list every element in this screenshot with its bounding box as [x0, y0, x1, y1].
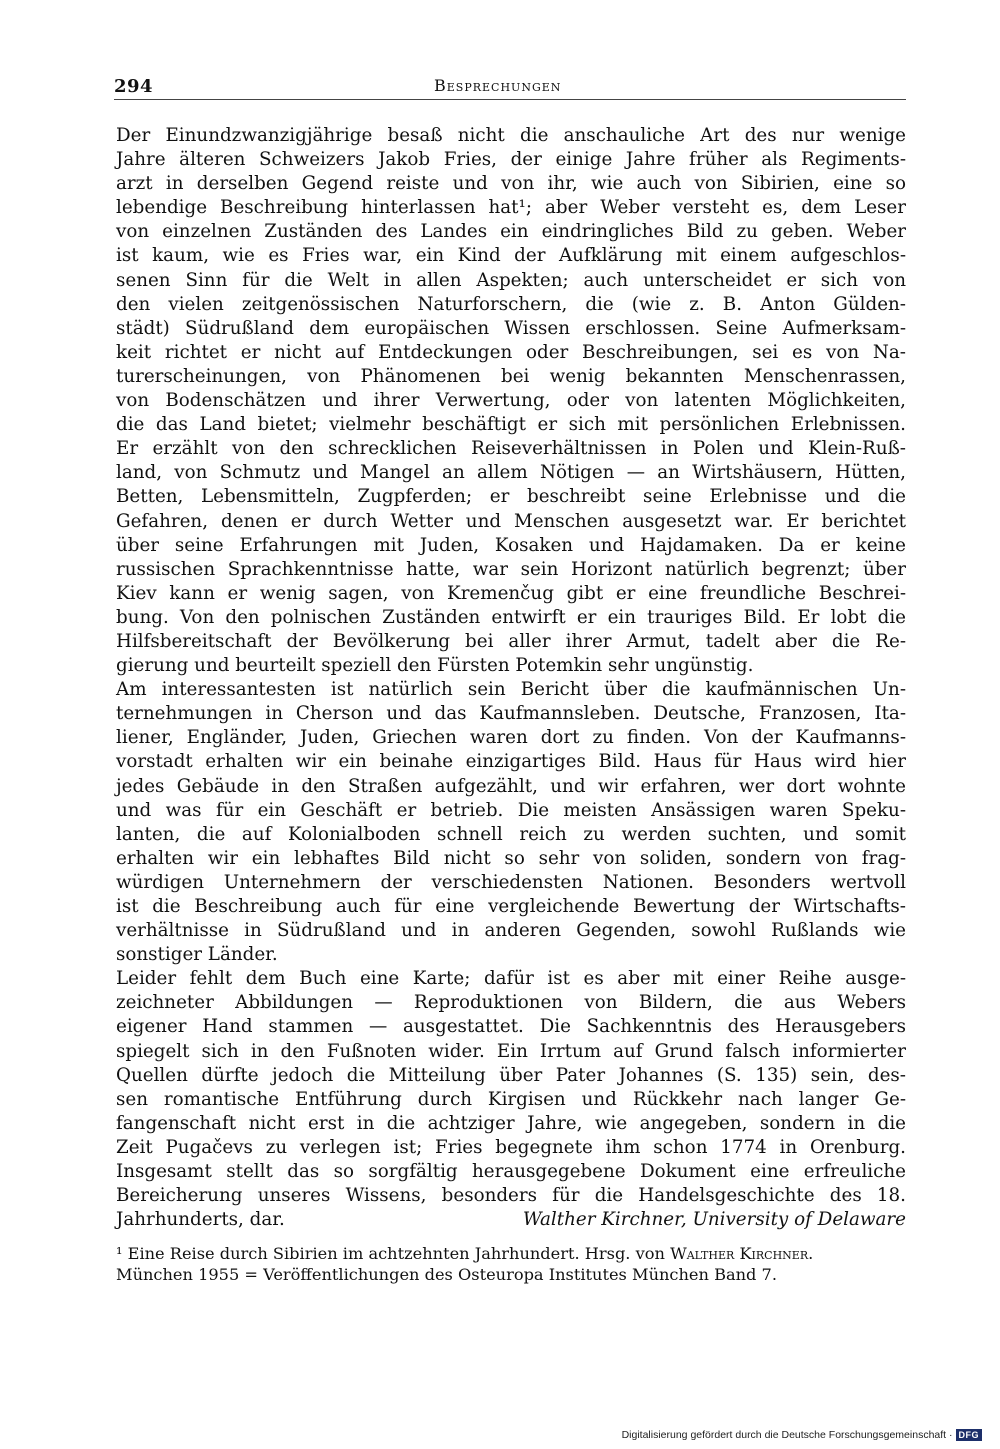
text-line: Zeit Pugačevs zu verlegen ist; Fries begegnete ihm schon 1774 in Orenburg. — [116, 1136, 906, 1158]
text-line: Quellen dürfte jedoch die Mitteilung über Pater Johannes (S. 135) sein, des- — [116, 1064, 906, 1086]
text-line: erhalten wir ein lebhaftes Bild nicht so sehr von soliden, sondern von frag- — [116, 847, 906, 869]
text-line: eigener Hand stammen — ausgestattet. Die Sachkenntnis des Herausgebers — [116, 1016, 906, 1038]
digitization-text: Digitalisierung gefördert durch die Deutsche Forschungsgemeinschaft · — [621, 1429, 953, 1441]
text-line: Der Einundzwanzigjährige besaß nicht die anschauliche Art des nur wenige — [116, 125, 906, 146]
page-number: 294 — [114, 76, 154, 97]
text-line: lebendige Beschreibung hinterlassen hat¹; aber Weber versteht es, dem Leser — [116, 197, 906, 219]
page-header — [114, 68, 906, 98]
dfg-logo-icon: DFG — [956, 1429, 983, 1441]
footnote-line — [116, 1243, 906, 1264]
text-line: über seine Erfahrungen mit Juden, Kosaken und Hajdamaken. Da er keine — [116, 534, 906, 556]
text-line: Jahre älteren Schweizers Jakob Fries, der einige Jahre früher als Regiments- — [116, 149, 906, 171]
text-line: arzt in derselben Gegend reiste und von ihr, wie auch von Sibirien, eine so — [116, 173, 906, 195]
review-body — [116, 124, 906, 1232]
footnote-text: ¹ Eine Reise durch Sibirien im achtzehnten Jahrhundert. Hrsg. von — [116, 1244, 671, 1263]
text-line: spiegelt sich in den Fußnoten wider. Ein Irrtum auf Grund falsch informierter — [116, 1040, 906, 1062]
text-line: turerscheinungen, von Phänomenen bei wenig bekannten Menschenrassen, — [116, 365, 906, 387]
text-line: land, von Schmutz und Mangel an allem Nötigen — an Wirtshäusern, Hütten, — [116, 462, 906, 484]
text-line: würdigen Unternehmern der verschiedensten Nationen. Besonders wertvoll — [116, 871, 906, 893]
text-line: vorstadt erhalten wir ein beinahe einzigartiges Bild. Haus für Haus wird hier — [116, 751, 906, 773]
header-rule — [114, 99, 906, 100]
text-line: verhältnisse in Südrußland und in anderen Gegenden, sowohl Rußlands wie — [116, 920, 906, 942]
text-line: Leider fehlt dem Buch eine Karte; dafür ist es aber mit einer Reihe ausge- — [116, 968, 906, 990]
paragraph-end-line: gierung und beurteilt speziell den Fürsten Potemkin sehr ungünstig. — [116, 655, 754, 677]
text-line: Er erzählt von den schrecklichen Reiseverhältnissen in Polen und Klein-Ruß- — [116, 438, 906, 460]
text-line: ist kaum, wie es Fries war, ein Kind der Aufklärung mit einem aufgeschlos- — [116, 245, 906, 267]
text-line: lanten, die auf Kolonialboden schnell reich zu werden suchten, und somit — [116, 823, 906, 845]
text-line: Bereicherung unseres Wissens, besonders für die Handelsgeschichte des 18. — [116, 1185, 906, 1207]
closing-text: Jahrhunderts, dar. — [116, 1209, 285, 1231]
text-line: fangenschaft nicht erst in die achtziger Jahre, wie angegeben, sondern in die — [116, 1112, 906, 1134]
text-line: senen Sinn für die Welt in allen Aspekten; auch unterscheidet er sich von — [116, 269, 906, 291]
text-line: keit richtet er nicht auf Entdeckungen oder Beschreibungen, sei es von Na- — [116, 341, 906, 363]
text-line: den vielen zeitgenössischen Naturforschern, die (wie z. B. Anton Gülden- — [116, 293, 906, 315]
text-line: Gefahren, denen er durch Wetter und Menschen ausgesetzt war. Er berichtet — [116, 510, 906, 532]
author-signature: Walther Kirchner, University of Delaware — [522, 1209, 906, 1231]
text-line: die das Land bietet; vielmehr beschäftigt er sich mit persönlichen Erlebnissen. — [116, 414, 906, 436]
text-line: liener, Engländer, Juden, Griechen waren dort zu finden. Von der Kaufmanns- — [116, 727, 906, 749]
footnote-line: München 1955 = Veröffentlichungen des Osteuropa Institutes München Band 7. — [116, 1265, 777, 1284]
text-line: Insgesamt stellt das so sorgfältig herausgegebene Dokument eine erfreuliche — [116, 1161, 906, 1183]
running-head: Besprechungen — [434, 76, 562, 95]
footnotes — [116, 1243, 906, 1285]
text-line: Hilfsbereitschaft der Bevölkerung bei aller ihrer Armut, tadelt aber die Re- — [116, 630, 906, 652]
text-line: von Bodenschätzen und ihrer Verwertung, oder von latenten Möglichkeiten, — [116, 390, 906, 412]
text-line: russischen Sprachkenntnisse hatte, war sein Horizont natürlich begrenzt; über — [116, 558, 906, 580]
text-line: und was für ein Geschäft er betrieb. Die meisten Ansässigen waren Speku- — [116, 799, 906, 821]
text-line: von einzelnen Zuständen des Landes ein eindringliches Bild zu geben. Weber — [116, 221, 906, 243]
text-line: ist die Beschreibung auch für eine vergleichende Bewertung der Wirtschafts- — [116, 896, 906, 917]
text-line: jedes Gebäude in den Straßen aufgezählt, und wir erfahren, wer dort wohnte — [116, 775, 906, 797]
text-line: Kiev kann er wenig sagen, von Kremenčug gibt er eine freundliche Beschrei- — [116, 582, 906, 604]
text-line: zeichneter Abbildungen — Reproduktionen von Bildern, die aus Webers — [116, 992, 906, 1014]
text-line: ternehmungen in Cherson und das Kaufmannsleben. Deutsche, Franzosen, Ita- — [116, 703, 906, 725]
paragraph-end-line: sonstiger Länder. — [116, 944, 278, 966]
text-line: städt) Südrußland dem europäischen Wissen erschlossen. Seine Aufmerksam- — [116, 317, 906, 339]
text-line: Am interessantesten ist natürlich sein Bericht über die kaufmännischen Un- — [116, 679, 906, 701]
text-line: sen romantische Entführung durch Kirgisen und Rückkehr nach langer Ge- — [116, 1088, 906, 1110]
footnote-editor: Walther Kirchner. — [670, 1244, 814, 1263]
signature-line — [116, 1208, 906, 1232]
digitization-note — [622, 1429, 982, 1441]
text-line: Betten, Lebensmitteln, Zugpferden; er beschreibt seine Erlebnisse und die — [116, 486, 906, 508]
text-line: bung. Von den polnischen Zuständen entwirft er ein trauriges Bild. Er lobt die — [116, 606, 906, 628]
